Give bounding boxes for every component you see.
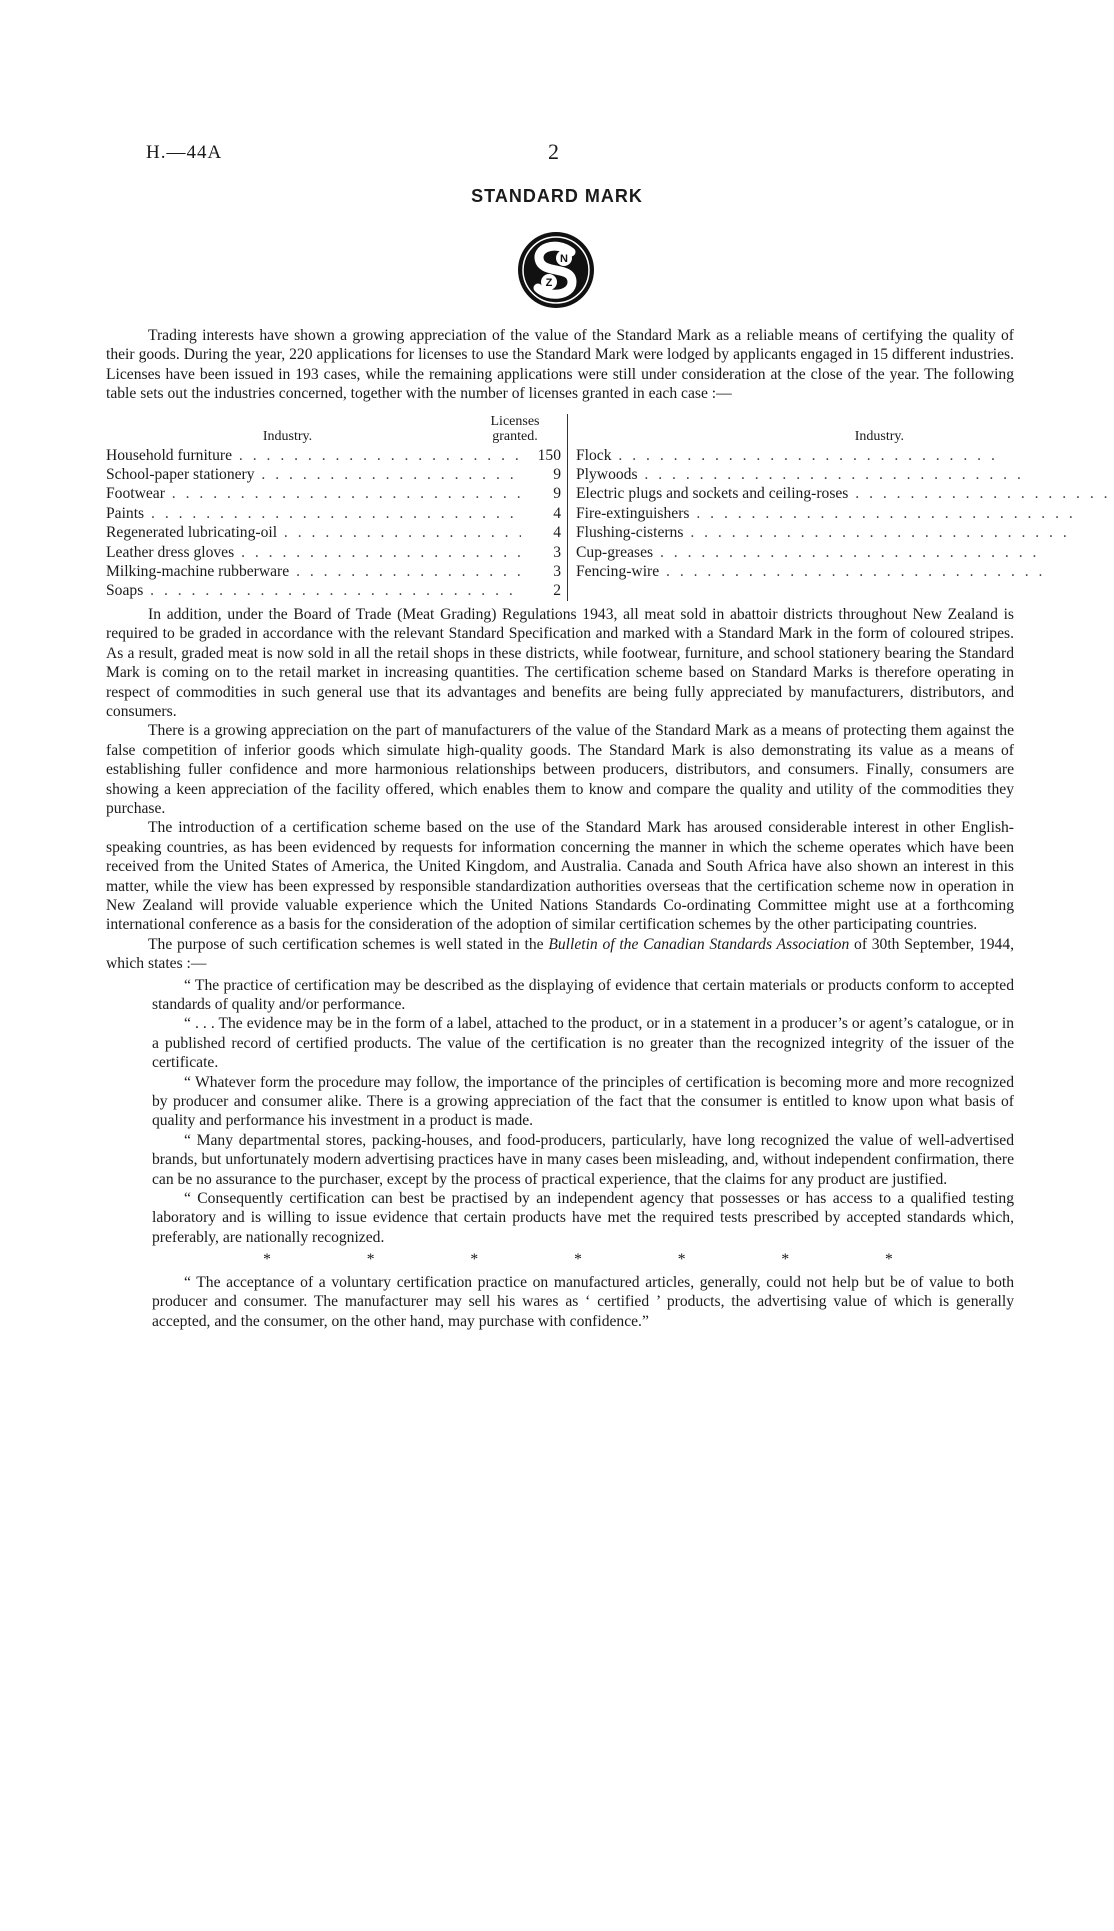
industry-name: Plywoods . . [576, 465, 1114, 484]
table-row [576, 562, 1114, 581]
purpose-text-before: The purpose of such certification schemes is well stated in the [148, 935, 549, 953]
industry-name: Flock . . [576, 446, 1114, 465]
license-count: 4 [553, 504, 561, 522]
star: * [470, 1251, 479, 1269]
table-row [106, 543, 561, 562]
standard-mark-logo [516, 230, 596, 310]
section-break-stars [152, 1247, 1014, 1272]
table-row [576, 504, 1114, 523]
star: * [366, 1251, 375, 1269]
table-row [106, 523, 561, 542]
paragraph-purpose [106, 935, 1014, 974]
paragraph-meat-grading: In addition, under the Board of Trade (Meat Grading) Regulations 1943, all meat sold in abattoir districts throughout New Zealand is required to be graded in accordance with the relevant Standard Specification and marked with a Standard Mark in the form of coloured stripes. As a result, graded meat is now sold in all the retail shops in these districts, while footwear, furniture, and school stationery bearing the Standard Mark is coming on to the retail market in increasing quantities. The certification scheme based on Standard Marks is therefore operating in respect of commodities in such general use that its advantages and benefits are being fully appreciated by manufacturers, distributors, and consumers. [106, 605, 1014, 720]
industry-name: Electric plugs and sockets and ceiling-roses . . [576, 484, 1114, 503]
final-quote-paragraph: “ The acceptance of a voluntary certification practice on manufactured articles, generally, could not help but be of value to both producer and consumer. The manufacturer may sell his wares as ‘ certified ’ products, the advertising value of which is generally accepted, and the consumer, on the other hand, may purchase with confidence.” [152, 1273, 1014, 1330]
col-header-industry: Industry. [262, 428, 313, 444]
table-row [576, 465, 1114, 484]
col-header-licenses: Licenses granted. [490, 413, 540, 444]
quote-paragraph: “ Consequently certification can best be practised by an independent agency that possesses or has access to a qualified testing laboratory and is willing to issue evidence that certain products have met the required tests prescribed by accepted standards which, preferably, are nationally recognized. [152, 1190, 1014, 1246]
table-row [106, 484, 561, 503]
licenses-table-left [106, 414, 568, 601]
license-count: 3 [553, 563, 561, 581]
table-row [106, 581, 561, 600]
table-row [576, 484, 1114, 503]
paragraph-international: The introduction of a certification scheme based on the use of the Standard Mark has aroused considerable interest in other English-speaking countries, as has been evidenced by requests for information concerning the manner in which the scheme operates which have been received from the United States of America, the United Kingdom, and Australia. Canada and South Africa have also shown an interest in this matter, while the view has been expressed by responsible standardization authorities overseas that the certification scheme now in operation in New Zealand will provide valuable experience which the United Nations Standards Co-ordinating Committee might use at a forthcoming international conference as a basis for the consideration of the adoption of similar certification schemes by the other participating countries. [106, 819, 1014, 934]
star: * [677, 1251, 686, 1269]
quote-paragraph: “ Whatever form the procedure may follow, the importance of the principles of certification is becoming more and more recognized by producer and consumer alike. There is a growing appreciation of the fact that the consumer is entitled to know upon what basis of quality and performance his investment in a product is made. [152, 1073, 1014, 1130]
industry-name: Soaps . . [106, 581, 521, 600]
star: * [781, 1251, 790, 1269]
industry-name: Footwear . . [106, 484, 521, 503]
document-reference: H.—44A [146, 142, 223, 163]
table-row [576, 446, 1114, 465]
license-count: 2 [553, 582, 561, 600]
licenses-table-right [568, 414, 1114, 601]
industry-name: Milking-machine rubberware . . [106, 562, 521, 581]
bulletin-title: Bulletin of the Canadian Standards Association [548, 935, 850, 953]
industry-name: Paints . . [106, 504, 521, 523]
industry-name: School-paper stationery . . [106, 465, 521, 484]
table-row [106, 504, 561, 523]
quote-paragraph: “ The practice of certification may be described as the displaying of evidence that certain materials or products conform to accepted standards of quality and/or performance. [152, 976, 1014, 1013]
industry-name: Fire-extinguishers . . [576, 504, 1114, 523]
table-row [106, 446, 561, 465]
quoted-block [106, 976, 1014, 1331]
col-header-industry: Industry. [854, 428, 904, 444]
quote-paragraph: “ . . . The evidence may be in the form of a label, attached to the product, or in a statement in a producer’s or agent’s catalogue, or in a published record of certified products. The value of the certification is no greater than the recognized integrity of the issuer of the certificate. [152, 1015, 1014, 1072]
industry-name: Fencing-wire . . [576, 562, 1114, 581]
license-count: 150 [537, 446, 561, 464]
document-body [106, 326, 1014, 1331]
table-row [576, 523, 1114, 542]
license-count: 3 [553, 543, 561, 561]
license-count: 9 [553, 485, 561, 503]
logo-letter-n: N [560, 253, 568, 265]
star: * [263, 1251, 271, 1269]
industry-name: Household furniture . . [106, 446, 521, 465]
industry-name: Leather dress gloves . . [106, 543, 521, 562]
paragraph-manufacturers: There is a growing appreciation on the part of manufacturers of the value of the Standard Mark as a means of protecting them against the false competition of inferior goods which simulate high-quality goods. The Standard Mark is also demonstrating its value as a means of establishing fuller confidence and more harmonious relationships between producers, distributors, and consumers. Finally, consumers are showing a keen appreciation of the facility offered, which enables them to know and compare the quality and utility of the commodities they purchase. [106, 722, 1014, 817]
licenses-table [106, 414, 1014, 601]
star: * [885, 1251, 893, 1269]
quote-paragraph: “ Many departmental stores, packing-houses, and food-producers, particularly, have long recognized the value of well-advertised brands, but unfortunately modern advertising practices have in many cases been misleading, and, without independent confirmation, there can be no assurance to the purchaser, except by the process of practical experience, that the claims for any product are justified. [152, 1131, 1014, 1188]
industry-name: Cup-greases . . [576, 543, 1114, 562]
page-number: 2 [548, 139, 559, 164]
star: * [574, 1251, 582, 1269]
table-row [106, 465, 561, 484]
table-row [106, 562, 561, 581]
page-title: STANDARD MARK [471, 186, 643, 206]
industry-name: Flushing-cisterns . . [576, 523, 1114, 542]
license-count: 4 [553, 524, 561, 542]
intro-paragraph: Trading interests have shown a growing appreciation of the value of the Standard Mark as a reliable means of certifying the quality of their goods. During the year, 220 applications for licenses to use the Standard Mark were lodged by applicants engaged in 15 different industries. Licenses have been issued in 193 cases, while the remaining applications were still under consideration at the close of the year. The following table sets out the industries concerned, together with the number of licenses granted in each case :— [106, 327, 1014, 403]
logo-letter-z: Z [545, 277, 553, 289]
purpose-text-after: of 30th September, 1944, which states :— [106, 935, 1015, 973]
table-row [576, 543, 1114, 562]
industry-name: Regenerated lubricating-oil . . [106, 523, 521, 542]
license-count: 9 [553, 466, 561, 484]
